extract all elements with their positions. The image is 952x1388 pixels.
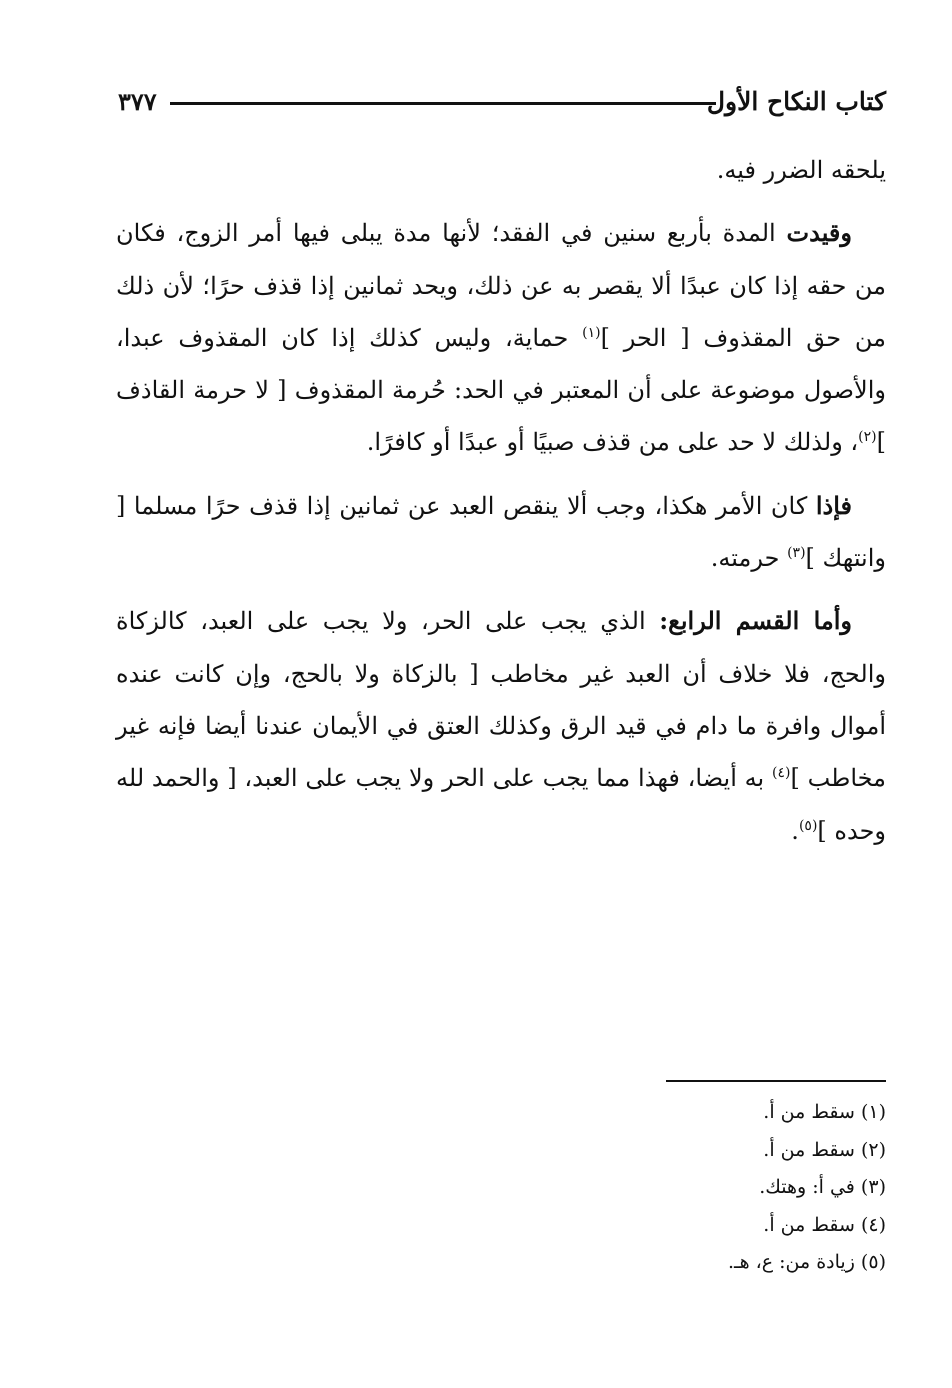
header-rule [170, 102, 716, 105]
paragraph [116, 595, 886, 856]
text-segment: به أيضا، فهذا مما يجب على الحر ولا يجب على العبد، [ والحمد لله وحده ] [116, 764, 886, 845]
running-header [118, 82, 886, 122]
footnote-item: (١) سقط من أ. [763, 1101, 886, 1123]
footnote-item: (٤) سقط من أ. [763, 1213, 886, 1236]
chapter-title: كتاب النكاح الأول [706, 87, 886, 116]
lead-word: وقيدت [786, 218, 852, 248]
text-segment: . [791, 816, 799, 845]
footnote-marker[interactable]: (٢) [858, 429, 877, 446]
text-segment: المدة بأربع سنين في الفقد؛ لأنها مدة يبلى فيها أمر الزوج، فكان من حقه إذا كان عبدًا ألا يقصر به عن ذلك، ويحد ثمانين إذا قذف حرًا؛ لأن ذلك من حق المقذوف [ الحر ] [116, 219, 887, 352]
footnote-marker[interactable]: (٤) [772, 765, 791, 782]
footnote-item: (٣) في أ: وهتك. [759, 1176, 886, 1198]
text-segment: يلحقه الضرر فيه. [716, 156, 886, 184]
page-number: ٣٧٧ [118, 87, 157, 116]
paragraph [116, 207, 886, 468]
footnote-marker[interactable]: (٣) [787, 545, 806, 562]
paragraph-continuation [116, 144, 886, 196]
text-segment: حرمته. [710, 544, 788, 573]
text-segment: كان الأمر هكذا، وجب ألا ينقص العبد عن ثمانين إذا قذف حرًا مسلما [ وانتهك ] [116, 491, 886, 573]
footnote-separator [666, 1080, 886, 1082]
text-segment: الذي يجب على الحر، ولا يجب على العبد، كالزكاة والحج، فلا خلاف أن العبد غير مخاطب [ بالزكاة ولا بالحج، وإن كانت عنده أموال وافرة ما دام في قيد الرق وكذلك العتق في الأيمان عندنا أيضا فإنه غير مخاطب ] [116, 607, 886, 793]
lead-word: وأما القسم الرابع: [659, 606, 853, 636]
footnotes [486, 1094, 886, 1282]
text-segment: ، ولذلك لا حد على من قذف صبيًا أو عبدًا أو كافرًا. [366, 428, 859, 457]
footnote-marker[interactable]: (٥) [798, 817, 818, 834]
lead-word: فإذا [815, 490, 852, 520]
footnote-item: (٢) سقط من أ. [763, 1138, 886, 1161]
text-segment: حماية، وليس كذلك إذا كان المقذوف عبدا، والأصول موضوعة على أن المعتبر في الحد: حُرمة المقذوف [ لا حرمة القاذف ] [116, 323, 886, 457]
paragraph [116, 480, 886, 585]
footnote-item: (٥) زيادة من: ع، هـ. [727, 1251, 886, 1273]
main-text [116, 144, 886, 868]
footnote-marker[interactable]: (١) [582, 324, 601, 341]
